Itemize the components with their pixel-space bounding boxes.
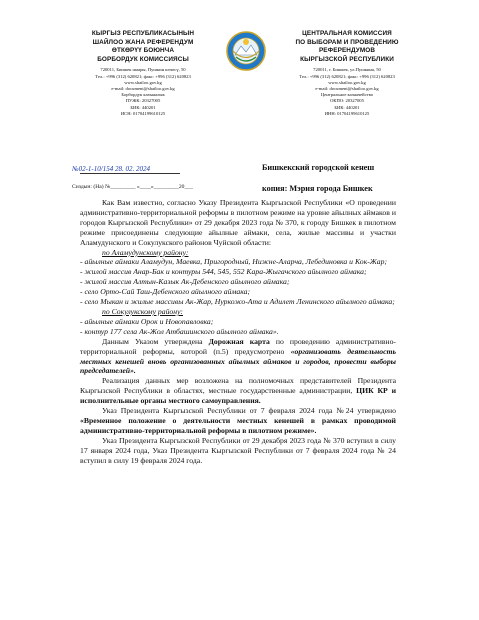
paragraph: Как Вам известно, согласно Указу Президента Кыргызской Республики «О проведении административно-территориальной реформы в пилотном режиме на уровне айылных аймаков и городов Кыргызской Республики» от 29 декабря 2023 года № 370, к городу Бишкек в пилотном режиме присоединены следующие айылные аймаки, села, жилые массивы и участки Аламудунского и Сокулукского районов Чуйской области:	[80, 198, 396, 247]
text-run: Дорожная карта	[208, 336, 270, 346]
org-name-kg	[70, 30, 216, 64]
contact-line: БИК: 440201	[130, 104, 156, 110]
org-line: ШАЙЛОО ЖАНА РЕФЕРЕНДУМ	[92, 38, 194, 46]
org-name-ru	[272, 30, 422, 64]
text-run: Реализация данных мер возложена на полномочных представителей Президента Кыргызской Республики в областях, местные государственные администрации,	[80, 376, 396, 396]
header-right	[272, 30, 422, 117]
contact-block-ru	[272, 67, 422, 117]
org-line: РЕФЕРЕНДУМОВ	[318, 47, 376, 55]
paragraph	[80, 337, 396, 377]
contact-line: e-mail: document@shailoo.gov.kg	[111, 85, 175, 91]
text-run: по проведению административно-территориальной реформы, которой (п.5) предусмотрено	[80, 336, 396, 356]
contact-line: e-mail: document@shailoo.gov.kg	[315, 85, 379, 91]
text-run: Указ Президента Кыргызской Республики от 7 февраля 2024 года №24 утверждено	[102, 406, 396, 416]
contact-line: Центральное казначейство	[320, 92, 374, 98]
header-left	[70, 30, 216, 117]
contact-line: Тел.: +996 (312) 620821; факс: +996 (312) 620823	[299, 73, 395, 79]
text-run: «организовать деятельность местных кенешей вновь организованных айылных аймаков и городов, провести выборы председателей».	[80, 346, 396, 376]
org-line: БОРБОРДУК КОМИССИЯСЫ	[97, 55, 189, 63]
paragraph	[80, 406, 396, 436]
contact-block-kg	[70, 67, 216, 117]
org-line: КЫРГЫЗ РЕСПУБЛИКАСЫНЫН	[91, 30, 195, 37]
contact-line: 720011, Бишкек шаары, Пушкин көчөсү, 50	[100, 67, 186, 73]
district-heading: по Аламудунскому району:	[102, 247, 189, 257]
contact-line: ОКПО: 20327005	[330, 98, 364, 104]
contact-line: ПУЖК: 20327005	[125, 98, 161, 104]
addressee: Бишкекский городской кенеш	[262, 163, 375, 172]
paragraph	[80, 376, 396, 406]
contact-line: www.shailoo.gov.kg	[124, 79, 162, 85]
list-item: - айылные аймаки Орок и Новопавловка;	[80, 316, 214, 326]
list-item: - жилой массив Алтын-Казык Ак-Дебенского айылного аймака;	[80, 277, 290, 287]
contact-line: www.shailoo.gov.kg	[328, 79, 366, 85]
org-line: ЦЕНТРАЛЬНАЯ КОМИССИЯ	[302, 30, 392, 37]
reply-ref-line: Сиздын: (На) №_________ «____»_________20___	[72, 184, 193, 190]
state-emblem-icon	[226, 31, 266, 71]
list-item: - жилой массив Анар-Бак и контуры 544, 545, 552 Кара-Жыгачского айылного аймака;	[80, 267, 367, 277]
list-item: - контур 177 села Ак-Жол Атбашинского айылного аймака».	[80, 326, 279, 336]
list-item: - айылные аймаки Аламудун, Маевка, Пригородный, Нижне-Аларча, Лебединовка и Кок-Жар;	[80, 257, 388, 267]
outgoing-ref-number: №02-1-10/154 28. 02. 2024	[72, 165, 150, 173]
list-item: - село Мыкан и жилые массивы Ак-Жар, Нуркожо-Ата и Адилет Ленинского айылного аймака;	[80, 297, 395, 307]
org-line: ӨТКӨРҮҮ БОЮНЧА	[111, 47, 175, 55]
ref-underline	[80, 173, 180, 174]
contact-line: Тел.: +996 (312) 620821; факс: +996 (312) 620823	[95, 73, 191, 79]
letter-body	[80, 198, 396, 465]
contact-line: Борбордук казыналык	[121, 92, 165, 98]
org-line: КЫРГЫЗСКОЙ РЕСПУБЛИКИ	[300, 55, 394, 63]
copy-addressee: копия: Мэрия города Бишкек	[262, 184, 373, 193]
district-heading: по Сокулукскому району:	[102, 306, 183, 316]
org-line: ПО ВЫБОРАМ И ПРОВЕДЕНИЮ	[295, 38, 399, 46]
text-run: Данным Указом утверждена	[102, 336, 209, 346]
list-item: - село Орто-Сай Таш-Дебенского айылного аймака;	[80, 287, 250, 297]
contact-line: ИСН: 01704199610125	[120, 110, 166, 116]
contact-line: 720011, г. Бишкек, ул.Пушкина, 50	[313, 67, 381, 73]
text-run: «Временное положение о деятельности местных кенешей в рамках проводимой административно-территориальной реформы в пилотном режиме».	[80, 415, 396, 435]
contact-line: БИК: 440201	[334, 104, 360, 110]
paragraph: Указ Президента Кыргызской Республики от 29 декабря 2023 года № 370 вступил в силу 17 января 2024 года, Указ Президента Кыргызской Республики от 7 февраля 2024 года № 24 вступил в силу 19 февраля 2024 года.	[80, 435, 396, 465]
contact-line: ИНН: 01704199610125	[324, 110, 370, 116]
text-run: ЦИК КР и исполнительные органы местного самоуправления.	[80, 386, 397, 406]
